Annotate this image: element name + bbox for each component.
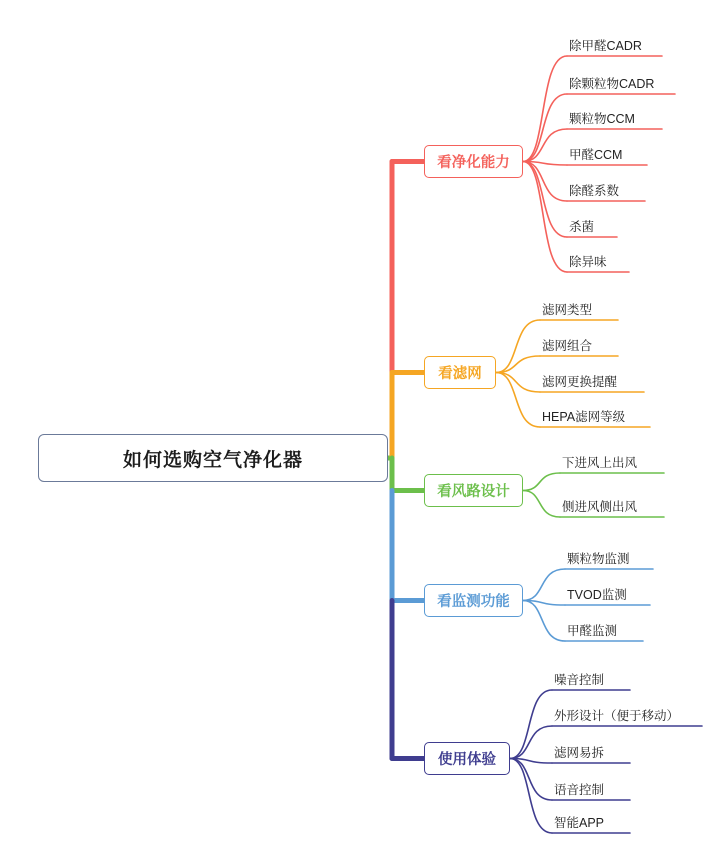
leaf-node-3-0-label: 颗粒物监测: [567, 552, 630, 566]
branch-node-3-label: 看监测功能: [437, 594, 510, 610]
leaf-node-0-5[interactable]: [567, 216, 617, 236]
leaf-node-0-0[interactable]: [567, 35, 662, 55]
branch-node-4-label: 使用体验: [438, 752, 496, 768]
leaf-node-4-3-label: 语音控制: [554, 783, 605, 797]
branch-node-3[interactable]: [424, 584, 523, 617]
leaf-node-0-4[interactable]: [567, 180, 645, 200]
leaf-node-0-1[interactable]: [567, 73, 675, 93]
leaf-node-4-2[interactable]: [552, 742, 630, 762]
branch-node-0[interactable]: [424, 145, 523, 178]
leaf-node-0-3[interactable]: [567, 144, 647, 164]
leaf-node-1-1-label: 滤网组合: [542, 339, 593, 353]
branch-node-2[interactable]: [424, 474, 523, 507]
leaf-node-4-1-label: 外形设计（便于移动）: [554, 709, 680, 723]
branch-node-1[interactable]: [424, 356, 496, 389]
leaf-node-2-1[interactable]: [560, 496, 664, 516]
leaf-node-3-2[interactable]: [565, 620, 643, 640]
leaf-node-1-0-label: 滤网类型: [542, 303, 593, 317]
leaf-node-3-0[interactable]: [565, 548, 653, 568]
leaf-node-1-2[interactable]: [540, 371, 644, 391]
leaf-node-4-0[interactable]: [552, 669, 630, 689]
leaf-node-3-1-label: TVOD监测: [567, 588, 627, 602]
branch-node-0-label: 看净化能力: [437, 155, 510, 171]
leaf-node-1-1[interactable]: [540, 335, 618, 355]
leaf-node-1-2-label: 滤网更换提醒: [542, 375, 618, 389]
leaf-node-1-0[interactable]: [540, 299, 618, 319]
branch-node-4[interactable]: [424, 742, 510, 775]
leaf-node-4-1[interactable]: [552, 705, 702, 725]
root-node[interactable]: [38, 434, 388, 482]
leaf-node-0-3-label: 甲醛CCM: [569, 148, 623, 162]
branch-node-1-label: 看滤网: [438, 366, 482, 382]
leaf-node-4-4[interactable]: [552, 812, 630, 832]
leaf-node-0-2-label: 颗粒物CCM: [569, 112, 635, 126]
leaf-node-0-5-label: 杀菌: [569, 220, 595, 234]
root-node-label: 如何选购空气净化器: [122, 449, 303, 471]
leaf-node-1-3-label: HEPA滤网等级: [542, 410, 626, 424]
branch-node-2-label: 看风路设计: [437, 484, 510, 500]
leaf-node-4-2-label: 滤网易拆: [554, 746, 605, 760]
leaf-node-2-0[interactable]: [560, 452, 664, 472]
leaf-node-3-1[interactable]: [565, 584, 650, 604]
leaf-node-2-0-label: 下进风上出风: [562, 456, 638, 470]
leaf-node-0-2[interactable]: [567, 108, 662, 128]
leaf-node-1-3[interactable]: [540, 406, 650, 426]
leaf-node-0-1-label: 除颗粒物CADR: [569, 77, 655, 91]
leaf-node-0-6[interactable]: [567, 251, 629, 271]
leaf-node-4-0-label: 噪音控制: [554, 673, 605, 687]
leaf-node-0-6-label: 除异味: [569, 255, 607, 269]
leaf-node-4-4-label: 智能APP: [554, 816, 605, 830]
leaf-node-2-1-label: 侧进风侧出风: [562, 500, 638, 514]
leaf-node-3-2-label: 甲醛监测: [567, 624, 618, 638]
leaf-node-0-0-label: 除甲醛CADR: [569, 39, 642, 53]
leaf-node-4-3[interactable]: [552, 779, 630, 799]
leaf-node-0-4-label: 除醛系数: [569, 184, 620, 198]
